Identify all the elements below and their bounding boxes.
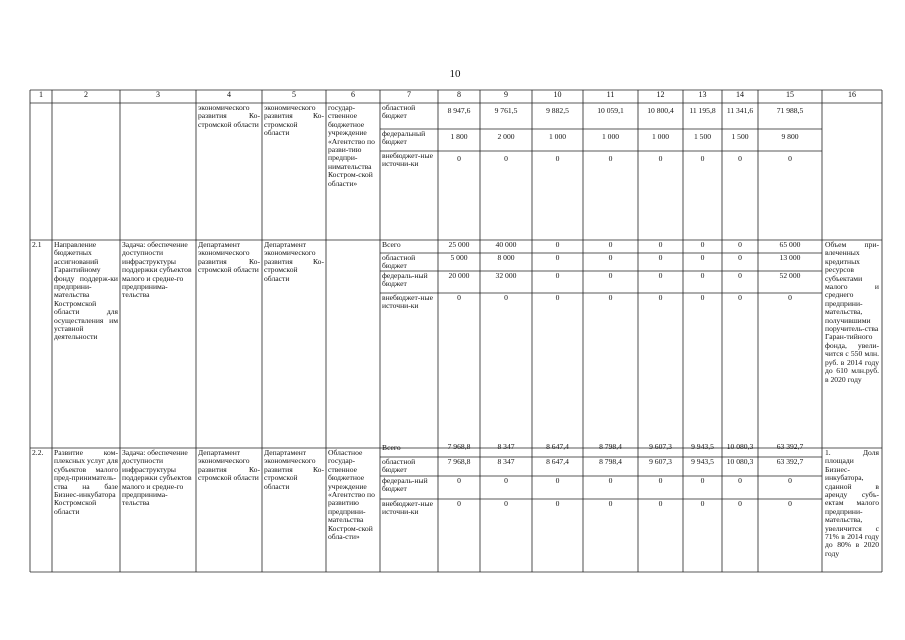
funding-value: 0 [504, 500, 508, 508]
funding-value: 0 [700, 154, 705, 163]
funding-value: 0 [700, 477, 705, 485]
column-number-3: 3 [156, 91, 160, 99]
column-number-7: 7 [407, 91, 411, 99]
funding-value: 63 392,7 [776, 458, 804, 466]
funding-value: 9 761,5 [494, 106, 518, 115]
funding-value: 11 195,8 [689, 106, 716, 115]
row-number: 2.1 [32, 241, 42, 249]
funding-value: 10 080,3 [726, 443, 754, 451]
column-number-6: 6 [351, 91, 355, 99]
funding-value: 0 [738, 477, 742, 485]
funding-value: 0 [788, 500, 792, 508]
executor-cell: Департамент экономического развития Ко-стромской области [198, 449, 260, 483]
participant-cell: Областное государ-ственное бюджетное учреждение «Агентство по развитию предприни-мательства Костром-ской обла-сти» [328, 449, 375, 542]
funding-value: 10 800,4 [647, 106, 674, 115]
coexecutor-cell: Департамент экономического развития Ко-стромской области [264, 241, 324, 283]
measure-name-cell: Направление бюджетных ассигнований Гарантийному фонду поддерж-ки предприни-мательства Костромской области для осуществления им уставной деятельности [54, 241, 118, 342]
funding-value: 0 [608, 500, 613, 508]
funding-value: 0 [555, 241, 560, 249]
funding-value: 0 [700, 254, 705, 262]
funding-value: 9 607,3 [649, 443, 672, 451]
column-number-13: 13 [698, 91, 707, 99]
funding-value: 0 [504, 154, 508, 163]
funding-value: 0 [700, 272, 705, 280]
column-number-2: 2 [84, 91, 88, 99]
funding-value: 0 [738, 241, 742, 249]
column-number-1: 1 [39, 91, 43, 99]
executor-cell: Департамент экономического развития Ко-стромской области [198, 241, 260, 275]
funding-value: 0 [788, 294, 792, 302]
funding-value: 0 [504, 477, 508, 485]
funding-value: 0 [658, 272, 663, 280]
funding-source-label: внебюджет-ные источни-ки [382, 294, 433, 311]
funding-value: 0 [608, 272, 613, 280]
funding-value: 10 080,3 [726, 458, 754, 466]
funding-value: 9 943,5 [691, 443, 714, 451]
funding-value: 32 000 [495, 272, 517, 280]
funding-source-label: внебюджет-ные источни-ки [382, 500, 433, 517]
funding-value: 0 [658, 254, 663, 262]
funding-value: 1 500 [693, 132, 712, 141]
funding-value: 8 347 [497, 443, 515, 451]
funding-value: 0 [457, 477, 461, 485]
funding-value: 0 [658, 241, 663, 249]
funding-value: 0 [658, 154, 663, 163]
funding-value: 65 000 [779, 241, 801, 249]
column-number-12: 12 [656, 91, 665, 99]
funding-value: 25 000 [448, 241, 470, 249]
funding-value: 0 [608, 294, 613, 302]
page-number: 10 [449, 68, 461, 80]
funding-value: 1 800 [450, 132, 468, 141]
funding-value: 0 [555, 254, 560, 262]
funding-value: 1 500 [731, 132, 749, 141]
funding-value: 8 647,4 [546, 443, 569, 451]
column-number-5: 5 [292, 91, 296, 99]
funding-value: 20 000 [448, 272, 470, 280]
funding-value: 63 392,7 [776, 443, 804, 451]
funding-value: 11 341,6 [726, 106, 754, 115]
funding-value: 0 [700, 500, 705, 508]
coexecutor-cell: Департамент экономического развития Ко-стромской области [264, 449, 324, 491]
funding-value: 0 [555, 294, 560, 302]
task-cell: Задача: обеспечение доступности инфраструктуры поддержки субъектов малого и средне-го предпринима-тельства [122, 449, 192, 508]
funding-value: 8 647,4 [546, 458, 569, 466]
column-number-15: 15 [786, 91, 794, 99]
funding-value: 0 [555, 500, 560, 508]
funding-value: 0 [738, 272, 742, 280]
funding-source-label: внебюджет-ные источни-ки [382, 152, 433, 169]
funding-value: 7 968,8 [447, 458, 471, 466]
funding-value: 10 059,1 [597, 106, 624, 115]
column-number-16: 16 [848, 91, 856, 99]
funding-value: 5 000 [450, 254, 468, 262]
continued-coexecutor-cell: экономического развития Ко-стромской области [264, 104, 324, 138]
continued-executor-cell: экономического развития Ко-стромской области [198, 104, 260, 129]
funding-value: 0 [457, 294, 461, 302]
funding-value: 0 [504, 294, 508, 302]
expected-result-cell: Объем при-влеченных кредитных ресурсов субъектами малого и среднего предприни-мательства, получившими поручитель-ства Гаран-тийного фонда, увели-чится с 550 млн. руб. в 2014 году до 610 млн.руб. в 2020 году [825, 241, 879, 384]
funding-value: 1 000 [651, 132, 670, 141]
funding-source-label: областной бюджет [382, 104, 416, 121]
funding-value: 8 798,4 [599, 458, 622, 466]
funding-value: 0 [658, 500, 663, 508]
funding-source-label: федераль-ный бюджет [382, 272, 428, 289]
funding-value: 9 607,3 [649, 458, 672, 466]
funding-value: 13 000 [779, 254, 801, 262]
funding-source-label: федераль-ный бюджет [382, 477, 428, 494]
funding-value: 8 347 [497, 458, 515, 466]
funding-value: 0 [700, 294, 705, 302]
funding-value: 0 [555, 154, 560, 163]
funding-source-label: Всего [382, 444, 401, 452]
funding-value: 0 [608, 154, 613, 163]
funding-value: 0 [738, 254, 742, 262]
funding-value: 8 000 [497, 254, 515, 262]
funding-value: 0 [555, 477, 560, 485]
funding-source-label: Всего [382, 241, 401, 249]
funding-value: 8 947,6 [447, 106, 471, 115]
funding-value: 0 [738, 154, 742, 163]
funding-value: 0 [608, 254, 613, 262]
funding-value: 71 988,5 [776, 106, 804, 115]
funding-value: 0 [658, 477, 663, 485]
column-number-4: 4 [227, 91, 231, 99]
funding-value: 9 882,5 [546, 106, 569, 115]
task-cell: Задача: обеспечение доступности инфраструктуры поддержки субъектов малого и средне-го предпринима-тельства [122, 241, 192, 300]
row-number: 2.2. [32, 449, 44, 457]
participant-cell [328, 241, 378, 447]
continued-participant-cell: государ-ственное бюджетное учреждение «Агентство по разви-тию предпри-нимательства Костром-ской области» [328, 104, 375, 188]
column-number-9: 9 [504, 91, 508, 99]
column-number-14: 14 [736, 91, 744, 99]
funding-value: 0 [608, 477, 613, 485]
funding-value: 0 [658, 294, 663, 302]
expected-result-cell: 1. Доля площади Бизнес-инкубатора, сданной в аренду субъ-ектам малого предприни-мательства, увеличится с 71% в 2014 году до 80% в 2020 году [825, 449, 879, 558]
funding-value: 0 [457, 154, 461, 163]
funding-value: 8 798,4 [599, 443, 622, 451]
funding-value: 1 000 [548, 132, 567, 141]
funding-value: 0 [788, 477, 792, 485]
measure-name-cell: Развитие ком-плексных услуг для субъектов малого пред-приниматель-ства на базе Бизнес-инкубатора Костромской области [54, 449, 118, 516]
funding-source-label: федеральный бюджет [382, 130, 426, 147]
column-number-11: 11 [606, 91, 615, 99]
funding-source-label: областной бюджет [382, 458, 416, 475]
funding-value: 0 [457, 500, 461, 508]
funding-value: 0 [738, 500, 742, 508]
funding-value: 7 968,8 [447, 443, 471, 451]
funding-value: 9 943,5 [691, 458, 714, 466]
funding-value: 1 000 [601, 132, 620, 141]
funding-value: 0 [700, 241, 705, 249]
funding-value: 40 000 [495, 241, 517, 249]
funding-value: 9 800 [781, 132, 799, 141]
funding-value: 0 [608, 241, 613, 249]
funding-value: 0 [788, 154, 792, 163]
column-number-8: 8 [457, 91, 461, 99]
funding-source-label: областной бюджет [382, 254, 416, 270]
funding-value: 2 000 [497, 132, 515, 141]
funding-value: 52 000 [779, 272, 801, 280]
funding-value: 0 [738, 294, 742, 302]
funding-value: 0 [555, 272, 560, 280]
column-number-10: 10 [553, 91, 562, 99]
